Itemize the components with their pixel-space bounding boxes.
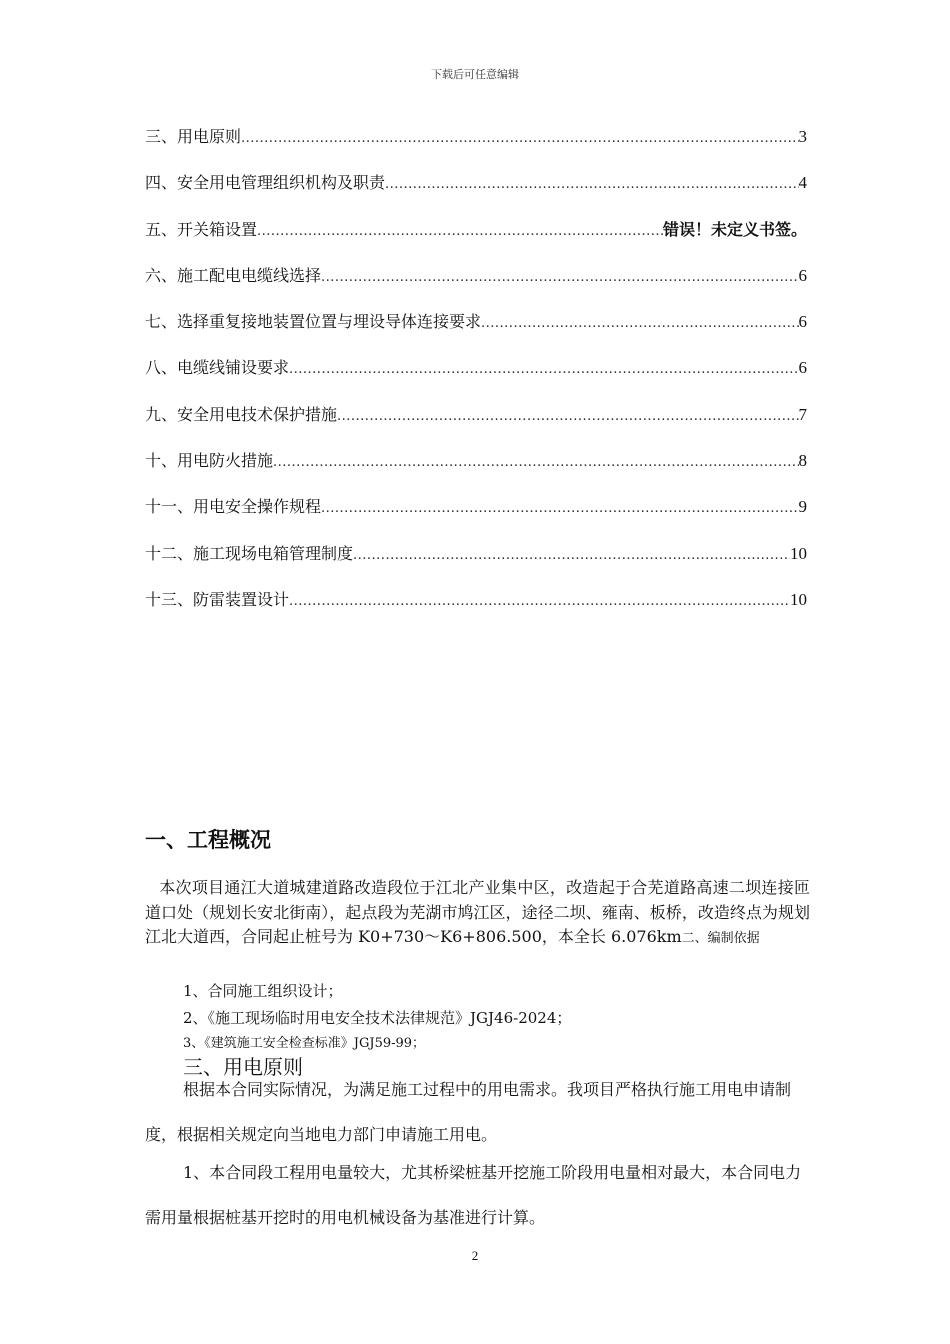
toc-leader-dots [289,357,798,383]
toc-entry-page: 6 [798,312,807,332]
inline-heading-compilation-basis: 二、编制依据 [681,931,760,946]
toc-entry-page: 6 [798,265,807,285]
page-number: 2 [471,1248,479,1263]
toc-entry-title: 四、安全用电管理组织机构及职责 [145,173,386,193]
section-heading-power-principles: 三、用电原则 [183,1055,303,1079]
toc-entry-title: 十二、施工现场电箱管理制度 [145,543,354,563]
power-demand-paragraph [145,1150,815,1240]
toc-entry[interactable] [145,170,807,216]
toc-entry-title: 八、电缆线铺设要求 [145,358,290,378]
toc-entry[interactable] [145,124,807,170]
toc-entry-title: 五、开关箱设置 [145,219,258,239]
toc-entry[interactable] [145,494,807,540]
overview-text: 本次项目通江大道城建道路改造段位于江北产业集中区，改造起于合芜道路高速二坝连接匝道口处（规划长安北街南），起点段为芜湖市鸠江区，途径二坝、雍南、板桥，改造终点为规划江北大道西，合同起止桩号为 K0+730～K6+806.500，本全长 6.076km [145,878,810,946]
toc-leader-dots [273,450,798,476]
toc-leader-dots [241,126,798,152]
project-overview-paragraph [145,876,810,952]
basis-item: 1、合同施工组织设计； [183,982,343,1000]
toc-entry[interactable] [145,448,807,494]
toc-entry-page: 10 [790,543,807,563]
toc-entry-title: 十、用电防火措施 [145,451,274,471]
toc-entry-title: 九、安全用电技术保护措施 [145,404,338,424]
toc-leader-dots [337,404,798,430]
power-principles-text: 根据本合同实际情况，为满足施工过程中的用电需求。我项目严格执行施工用电申请制度，根据相关规定向当地电力部门申请施工用电。 [145,1080,792,1144]
power-principles-paragraph [145,1067,815,1157]
power-demand-text: 1、本合同段工程用电量较大，尤其桥梁桩基开挖施工阶段用电量相对最大，本合同电力需用量根据桩基开挖时的用电机械设备为基准进行计算。 [145,1163,802,1227]
table-of-contents [145,124,807,633]
toc-entry-title: 六、施工配电电缆线选择 [145,265,322,285]
toc-entry[interactable] [145,217,807,263]
toc-entry-page: 8 [798,451,807,471]
toc-entry[interactable] [145,541,807,587]
toc-entry-page: 10 [790,589,807,609]
toc-entry-title: 十三、防雷装置设计 [145,589,290,609]
toc-entry-error-text: 错误！未定义书签。 [662,219,807,239]
toc-leader-dots [257,219,663,245]
toc-entry-page: 4 [798,173,807,193]
toc-entry[interactable] [145,309,807,355]
toc-entry-page: 6 [798,358,807,378]
toc-entry-title: 三、用电原则 [145,127,242,146]
toc-leader-dots [385,172,798,198]
section-heading-project-overview: 一、工程概况 [145,828,271,852]
toc-entry-page: 3 [798,127,807,146]
toc-entry[interactable] [145,355,807,401]
toc-entry[interactable] [145,587,807,633]
toc-leader-dots [321,496,798,522]
toc-entry-title: 七、选择重复接地装置位置与埋设导体连接要求 [145,312,482,332]
toc-entry-title: 十一、用电安全操作规程 [145,497,322,517]
toc-leader-dots [353,543,790,569]
toc-entry[interactable] [145,402,807,448]
toc-entry-page: 9 [798,497,807,517]
basis-item: 3、《建筑施工安全检查标准》JGJ59-99； [183,1036,426,1051]
basis-item: 2、《施工现场临时用电安全技术法律规范》JGJ46-2024； [183,1009,572,1027]
toc-leader-dots [289,589,790,615]
toc-entry-page: 7 [798,404,807,424]
toc-entry[interactable] [145,263,807,309]
toc-leader-dots [481,311,798,337]
toc-leader-dots [321,265,798,291]
page-header: 下载后可任意编辑 [431,68,519,81]
